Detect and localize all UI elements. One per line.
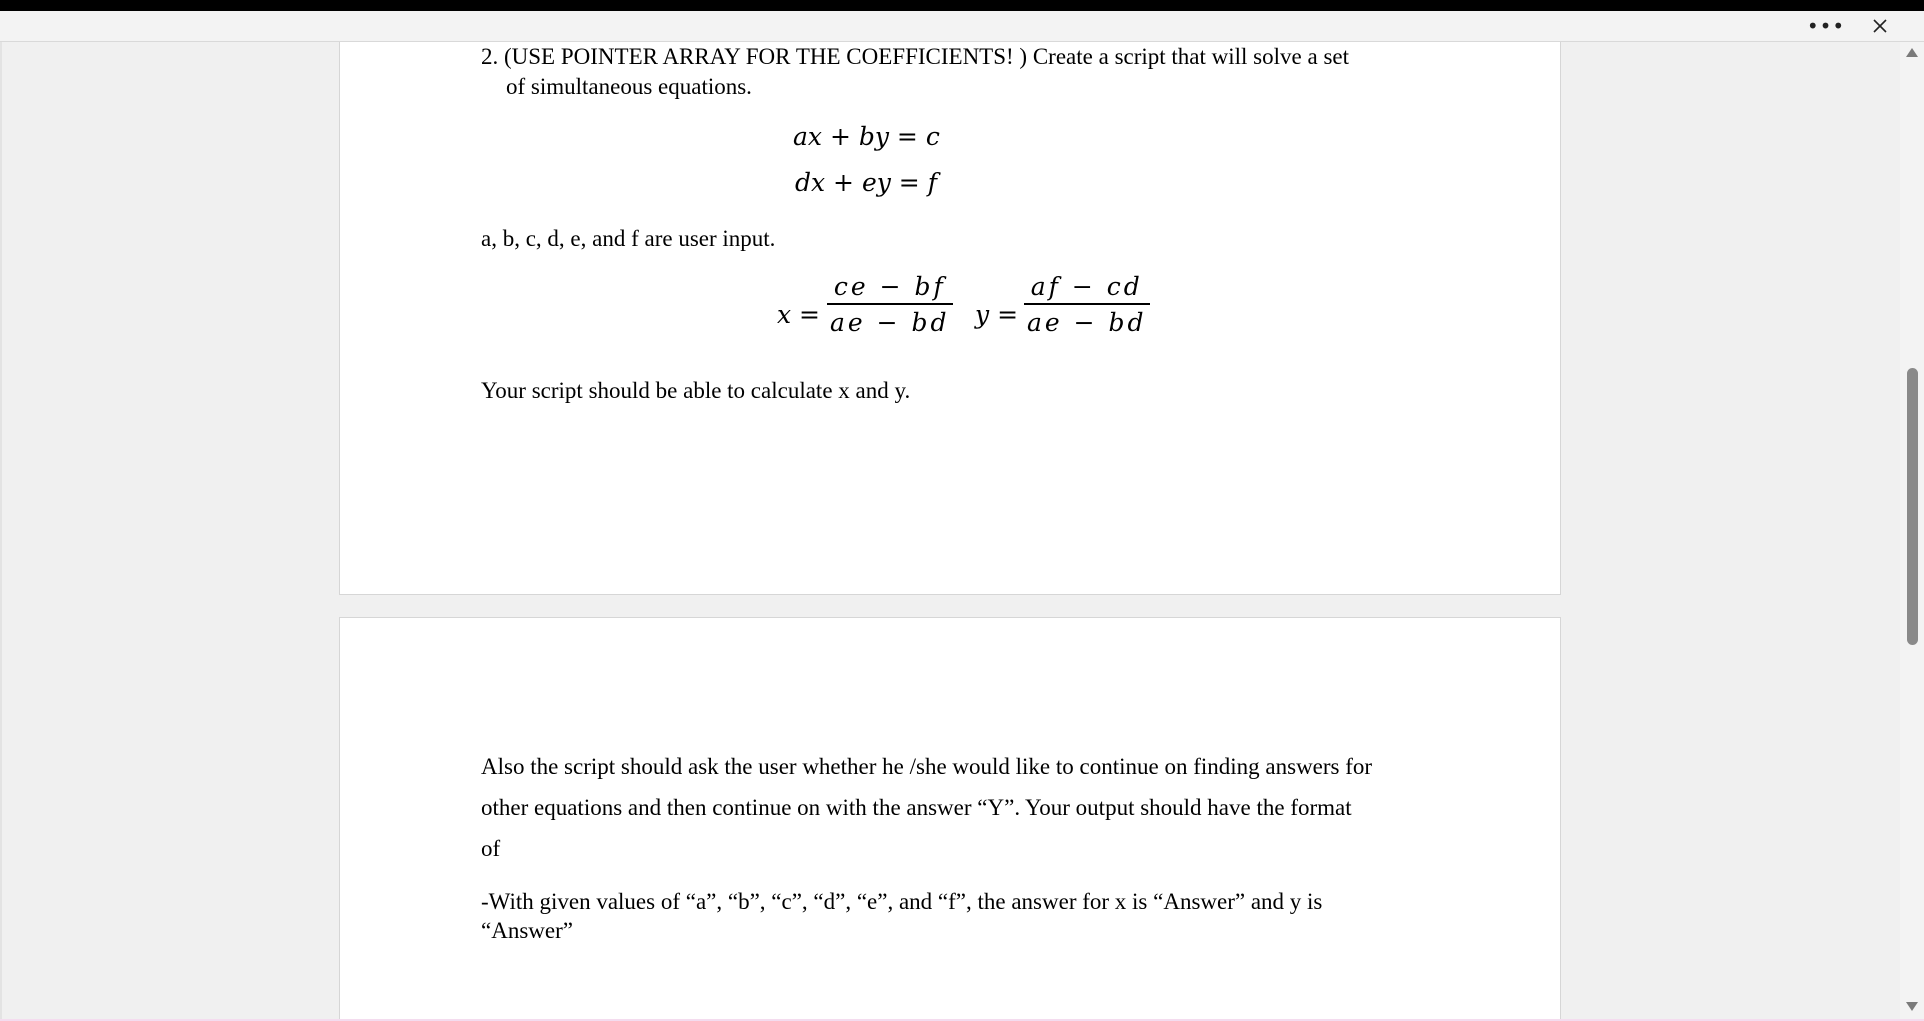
more-options-button[interactable]: •••: [1806, 14, 1846, 38]
y-lhs: y =: [975, 300, 1019, 329]
document-page-2: [339, 617, 1561, 1019]
close-button[interactable]: [1862, 11, 1898, 41]
continue-paragraph-line-1: Also the script should ask the user whether he /she would like to continue on finding answers for: [481, 754, 1373, 779]
scrollbar-thumb[interactable]: [1907, 368, 1918, 645]
output-format-line-1: -With given values of “a”, “b”, “c”, “d”, “e”, and “f”, the answer for x is “Answer” and y is: [481, 889, 1323, 914]
scroll-down-arrow-icon[interactable]: [1906, 1002, 1918, 1011]
x-fraction-bar: [827, 303, 953, 305]
problem-statement-line-2: of simultaneous equations.: [506, 74, 752, 99]
user-input-note: a, b, c, d, e, and f are user input.: [481, 226, 776, 251]
document-viewport: [0, 42, 1902, 1019]
equation-2: dx + ey = f: [795, 168, 937, 197]
x-fraction: [827, 272, 953, 337]
output-format-line-2: “Answer”: [481, 918, 573, 943]
continue-paragraph-line-3: of: [481, 836, 501, 861]
top-black-bar: [0, 0, 1924, 11]
x-numerator: ce − bf: [833, 272, 946, 301]
document-page-1: [339, 42, 1561, 595]
close-icon: [1872, 18, 1888, 34]
continue-paragraph-line-2: other equations and then continue on with the answer “Y”. Your output should have the format: [481, 795, 1352, 820]
calculate-note: Your script should be able to calculate x and y.: [481, 378, 911, 403]
y-numerator: af − cd: [1030, 272, 1143, 301]
title-bar: [0, 11, 1924, 42]
scroll-up-arrow-icon[interactable]: [1906, 48, 1918, 57]
y-fraction-bar: [1024, 303, 1150, 305]
equation-1: ax + by = c: [793, 122, 940, 151]
x-lhs: x =: [777, 300, 820, 329]
y-denominator: ae − bd: [1027, 307, 1147, 337]
x-denominator: ae − bd: [830, 307, 950, 337]
y-fraction: [1024, 272, 1150, 337]
vertical-scrollbar[interactable]: [1900, 42, 1924, 1019]
problem-statement-line-1: 2. (USE POINTER ARRAY FOR THE COEFFICIENTS! ) Create a script that will solve a set: [481, 44, 1349, 69]
